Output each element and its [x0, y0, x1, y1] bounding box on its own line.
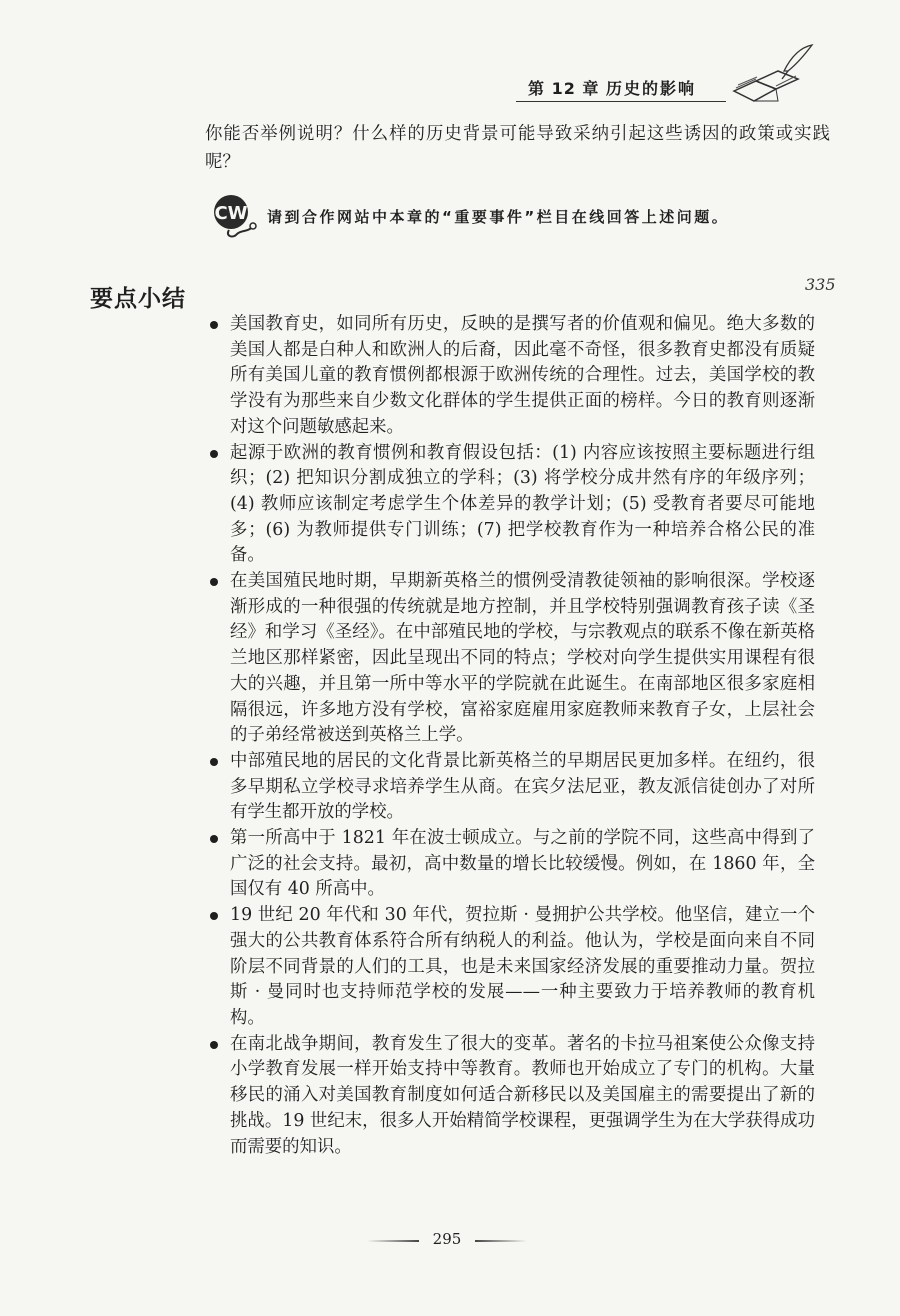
summary-item: [230, 1032, 815, 1161]
summary-item: [230, 826, 815, 903]
summary-item: [230, 569, 815, 749]
footer-ornament-right: [475, 1240, 527, 1242]
summary-item-text: 起源于欧洲的教育惯例和教育假设包括：(1) 内容应该按照主要标题进行组织；(2) 把知识分割成独立的学科；(3) 将学校分成井然有序的年级序列；(4) 教师应该制定考虑学生个体差异的教学计划；(5) 受教育者要尽可能地多；(6) 为教师提供专门训练；(7) 把学校教育作为一种培养合格公民的准备。: [230, 442, 815, 566]
companion-website-note: [205, 192, 830, 242]
running-header: [516, 76, 816, 112]
cw-instruction: 请到合作网站中本章的“重要事件”栏目在线回答上述问题。: [267, 208, 730, 226]
bullet-icon: [210, 1041, 218, 1049]
summary-item-text: 在美国殖民地时期，早期新英格兰的惯例受清教徒领袖的影响很深。学校逐渐形成的一种很强的传统就是地方控制，并且学校特别强调教育孩子读《圣经》和学习《圣经》。在中部殖民地的学校，与宗教观点的联系不像在新英格兰地区那样紧密，因此呈现出不同的特点；学校对向学生提供实用课程有很大的兴趣，并且第一所中等水平的学院就在此诞生。在南部地区很多家庭相隔很远，许多地方没有学校，富裕家庭雇用家庭教师来教育子女，上层社会的子弟经常被送到英格兰上学。: [230, 571, 815, 746]
chapter-number: 第 12 章: [528, 79, 600, 98]
section-title: 要点小结: [90, 286, 186, 312]
summary-item-text: 美国教育史，如同所有历史，反映的是撰写者的价值观和偏见。绝大多数的美国人都是白种人和欧洲人的后裔，因此毫不奇怪，很多教育史都没有质疑所有美国儿童的教育惯例都根源于欧洲传统的合理性。过去，美国学校的教学没有为那些来自少数文化群体的学生提供正面的榜样。今日的教育则逐渐对这个问题敏感起来。: [230, 314, 815, 437]
bullet-icon: [210, 912, 218, 920]
bullet-icon: [210, 835, 218, 843]
bullet-icon: [210, 578, 218, 586]
chapter-title: 历史的影响: [606, 79, 697, 98]
bullet-icon: [210, 321, 218, 329]
page-footer: [367, 1228, 527, 1252]
bullet-icon: [210, 758, 218, 766]
cw-website-icon: [207, 192, 261, 240]
side-page-number: 335: [805, 275, 836, 294]
open-book-quill-icon: [726, 41, 816, 111]
summary-item-text: 第一所高中于 1821 年在波士顿成立。与之前的学院不同，这些高中得到了广泛的社会支持。最初，高中数量的增长比较缓慢。例如，在 1860 年，全国仅有 40 所高中。: [230, 828, 815, 900]
bullet-icon: [210, 450, 218, 458]
summary-item: [230, 441, 815, 570]
header-rule: [516, 101, 726, 102]
svg-text:CW: CW: [214, 203, 248, 224]
summary-item-text: 中部殖民地的居民的文化背景比新英格兰的早期居民更加多样。在纽约，很多早期私立学校寻求培养学生从商。在宾夕法尼亚，教友派信徒创办了对所有学生都开放的学校。: [230, 750, 815, 823]
page-number: 295: [432, 1230, 462, 1248]
summary-item-text: 19 世纪 20 年代和 30 年代，贺拉斯 · 曼拥护公共学校。他坚信，建立一个强大的公共教育体系符合所有纳税人的利益。他认为，学校是面向来自不同阶层不同背景的人们的工具，也是未来国家经济发展的重要推动力量。贺拉斯 · 曼同时也支持师范学校的发展——一种主要致力于培养教师的教育机构。: [230, 905, 815, 1028]
intro-question: 你能否举例说明？什么样的历史背景可能导致采纳引起这些诱因的政策或实践呢？: [205, 124, 830, 172]
summary-item: [230, 749, 815, 826]
summary-list: [230, 312, 815, 1160]
summary-item-text: 在南北战争期间，教育发生了很大的变革。著名的卡拉马祖案使公众像支持小学教育发展一样开始支持中等教育。教师也开始成立了专门的机构。大量移民的涌入对美国教育制度如何适合新移民以及美国雇主的需要提出了新的挑战。19 世纪末，很多人开始精简学校课程，更强调学生为在大学获得成功而需要的知识。: [230, 1033, 815, 1157]
summary-item: [230, 903, 815, 1032]
summary-item: [230, 312, 815, 441]
